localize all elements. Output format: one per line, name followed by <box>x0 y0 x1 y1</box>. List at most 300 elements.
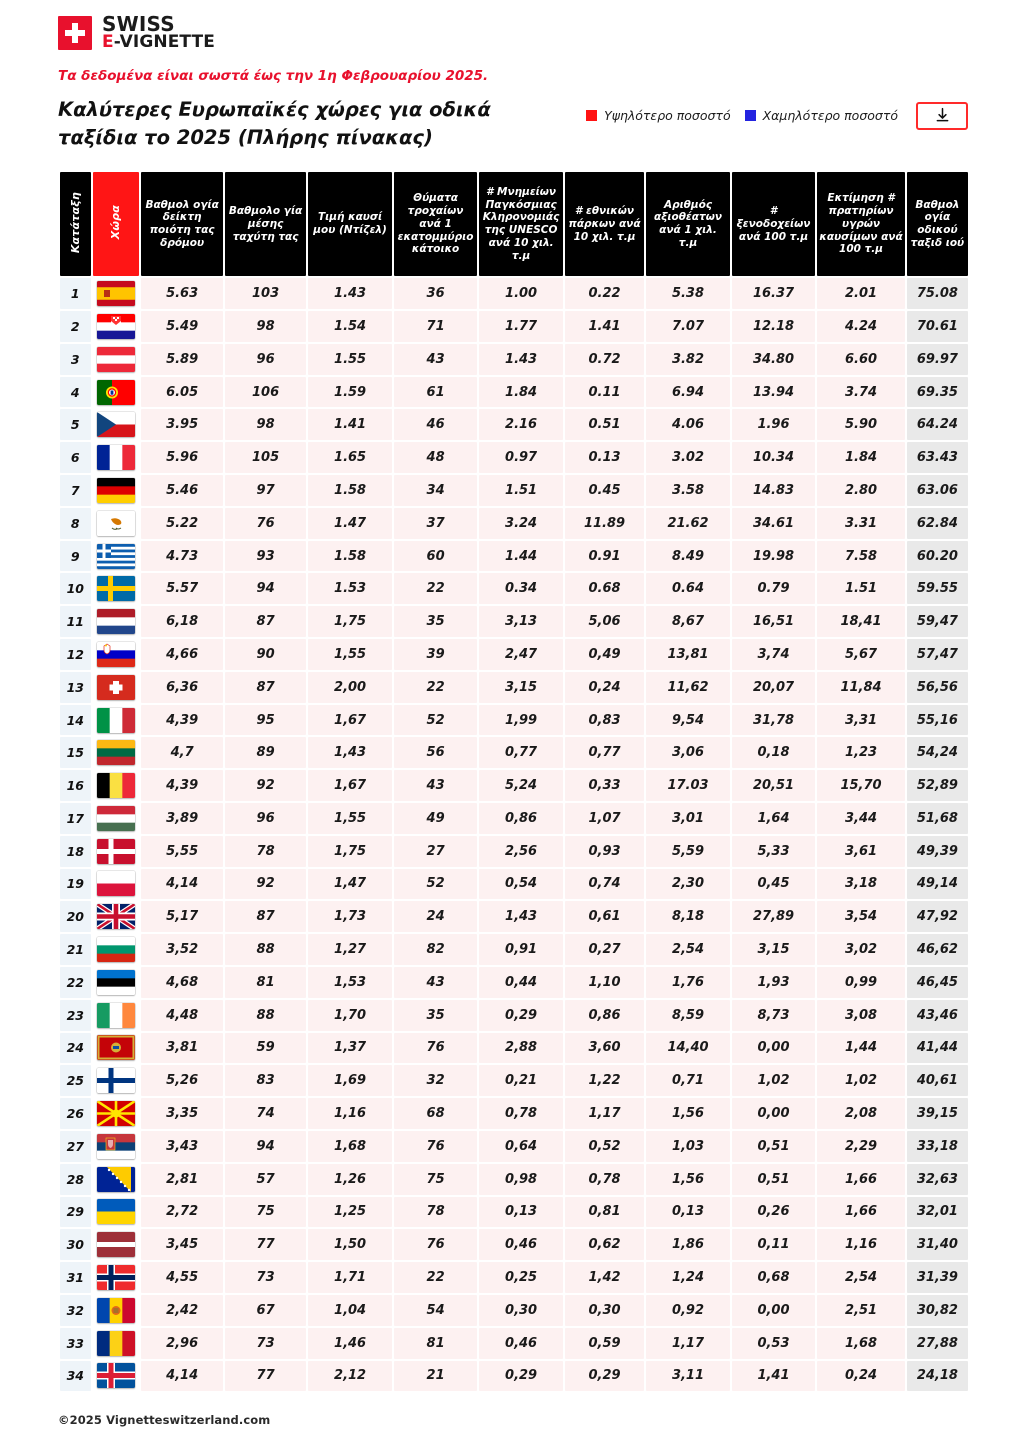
flag-icon-si <box>97 642 135 667</box>
flag-icon-mk <box>97 1101 135 1126</box>
cell-attractions: 21.62 <box>646 508 730 539</box>
cell-fuel-stations: 11,84 <box>817 672 905 703</box>
cell-road-quality: 3,45 <box>141 1229 222 1260</box>
cell-road-quality: 2,96 <box>141 1328 222 1359</box>
cell-avg-speed: 94 <box>225 1131 306 1162</box>
flag-icon-dk <box>97 839 135 864</box>
flag-icon-ua <box>97 1199 135 1224</box>
cell-avg-speed: 87 <box>225 672 306 703</box>
cell-road-deaths: 35 <box>394 1000 478 1031</box>
cell-unesco: 0,86 <box>479 803 563 834</box>
cell-fuel-stations: 7.58 <box>817 541 905 572</box>
cell-road-deaths: 22 <box>394 672 478 703</box>
table-row <box>60 803 968 834</box>
flag-icon-pt <box>97 380 135 405</box>
cell-hotels: 31,78 <box>732 705 816 736</box>
cell-diesel-price: 1,25 <box>308 1197 392 1228</box>
cell-rank: 23 <box>60 1000 91 1031</box>
cell-diesel-price: 1,55 <box>308 803 392 834</box>
cell-diesel-price: 1.58 <box>308 541 392 572</box>
cell-diesel-price: 1,75 <box>308 836 392 867</box>
table-row <box>60 573 968 604</box>
cell-country-flag <box>93 1262 140 1293</box>
table-row <box>60 377 968 408</box>
cell-attractions: 0.64 <box>646 573 730 604</box>
cell-attractions: 1,24 <box>646 1262 730 1293</box>
col-header-attractions: Αριθμός αξιοθέατων ανά 1 χιλ. τ.μ <box>646 172 730 276</box>
cell-diesel-price: 1,55 <box>308 639 392 670</box>
cell-hotels: 16,51 <box>732 606 816 637</box>
cell-diesel-price: 1.53 <box>308 573 392 604</box>
cell-hotels: 13.94 <box>732 377 816 408</box>
cell-country-flag <box>93 1361 140 1392</box>
cell-national-parks: 0.13 <box>565 442 644 473</box>
cell-fuel-stations: 1.51 <box>817 573 905 604</box>
flag-icon-ch <box>97 675 135 700</box>
cell-attractions: 11,62 <box>646 672 730 703</box>
cell-total-score: 41,44 <box>907 1033 968 1064</box>
cell-rank: 26 <box>60 1098 91 1129</box>
table-row <box>60 1197 968 1228</box>
cell-diesel-price: 1,69 <box>308 1065 392 1096</box>
title-row <box>58 96 968 153</box>
cell-road-quality: 4,39 <box>141 770 222 801</box>
cell-country-flag <box>93 1328 140 1359</box>
cell-national-parks: 0,24 <box>565 672 644 703</box>
col-header-road-quality: Βαθμολ ογία δείκτη ποιότη τας δρόμου <box>141 172 222 276</box>
col-header-road-deaths: Θύματα τροχαίων ανά 1 εκατομμύριο κάτοικο <box>394 172 478 276</box>
cell-country-flag <box>93 869 140 900</box>
cell-unesco: 1,99 <box>479 705 563 736</box>
cell-road-deaths: 56 <box>394 737 478 768</box>
table-row <box>60 1098 968 1129</box>
cell-avg-speed: 96 <box>225 803 306 834</box>
cell-rank: 15 <box>60 737 91 768</box>
flag-icon-me <box>97 1035 135 1060</box>
cell-road-deaths: 46 <box>394 409 478 440</box>
cell-rank: 4 <box>60 377 91 408</box>
cell-hotels: 10.34 <box>732 442 816 473</box>
cell-avg-speed: 105 <box>225 442 306 473</box>
cell-rank: 1 <box>60 278 91 309</box>
table-row <box>60 1065 968 1096</box>
cell-attractions: 1,76 <box>646 967 730 998</box>
cell-total-score: 60.20 <box>907 541 968 572</box>
cell-fuel-stations: 0,24 <box>817 1361 905 1392</box>
cell-national-parks: 0,77 <box>565 737 644 768</box>
cell-road-quality: 3,81 <box>141 1033 222 1064</box>
cell-avg-speed: 73 <box>225 1262 306 1293</box>
cell-fuel-stations: 1,02 <box>817 1065 905 1096</box>
cell-rank: 10 <box>60 573 91 604</box>
cell-avg-speed: 88 <box>225 1000 306 1031</box>
cell-country-flag <box>93 1033 140 1064</box>
cell-road-deaths: 78 <box>394 1197 478 1228</box>
cell-attractions: 1,56 <box>646 1164 730 1195</box>
cell-country-flag <box>93 672 140 703</box>
cell-total-score: 32,63 <box>907 1164 968 1195</box>
cell-unesco: 0,91 <box>479 934 563 965</box>
cell-unesco: 2,88 <box>479 1033 563 1064</box>
cell-road-deaths: 43 <box>394 967 478 998</box>
flag-icon-fi <box>97 1068 135 1093</box>
cell-fuel-stations: 15,70 <box>817 770 905 801</box>
cell-total-score: 75.08 <box>907 278 968 309</box>
cell-diesel-price: 1,68 <box>308 1131 392 1162</box>
cell-diesel-price: 1.65 <box>308 442 392 473</box>
cell-attractions: 8,67 <box>646 606 730 637</box>
cell-national-parks: 0,27 <box>565 934 644 965</box>
cell-country-flag <box>93 1131 140 1162</box>
cell-total-score: 49,14 <box>907 869 968 900</box>
cell-country-flag <box>93 541 140 572</box>
cell-national-parks: 11.89 <box>565 508 644 539</box>
cell-attractions: 0,92 <box>646 1295 730 1326</box>
cell-road-quality: 4.73 <box>141 541 222 572</box>
cell-diesel-price: 1.43 <box>308 278 392 309</box>
cell-rank: 21 <box>60 934 91 965</box>
cell-unesco: 2.16 <box>479 409 563 440</box>
cell-country-flag <box>93 1197 140 1228</box>
col-header-total-score: Βαθμολ ογία οδικού ταξιδ ιού <box>907 172 968 276</box>
flag-icon-hu <box>97 806 135 831</box>
cell-avg-speed: 67 <box>225 1295 306 1326</box>
cell-road-quality: 5.22 <box>141 508 222 539</box>
cell-hotels: 3,15 <box>732 934 816 965</box>
cell-country-flag <box>93 901 140 932</box>
cell-diesel-price: 1,75 <box>308 606 392 637</box>
flag-icon-pl <box>97 871 135 896</box>
cell-road-quality: 2,72 <box>141 1197 222 1228</box>
cell-fuel-stations: 3,18 <box>817 869 905 900</box>
cell-fuel-stations: 3.74 <box>817 377 905 408</box>
cell-fuel-stations: 3,02 <box>817 934 905 965</box>
cell-diesel-price: 1,16 <box>308 1098 392 1129</box>
cell-diesel-price: 1.54 <box>308 311 392 342</box>
cell-country-flag <box>93 1164 140 1195</box>
cell-rank: 22 <box>60 967 91 998</box>
cell-unesco: 2,56 <box>479 836 563 867</box>
cell-avg-speed: 98 <box>225 311 306 342</box>
cell-diesel-price: 1.59 <box>308 377 392 408</box>
flag-icon-se <box>97 576 135 601</box>
cell-total-score: 30,82 <box>907 1295 968 1326</box>
cell-avg-speed: 77 <box>225 1361 306 1392</box>
cell-country-flag <box>93 1229 140 1260</box>
cell-diesel-price: 1,71 <box>308 1262 392 1293</box>
cell-unesco: 0,25 <box>479 1262 563 1293</box>
cell-fuel-stations: 3,54 <box>817 901 905 932</box>
cell-diesel-price: 1,53 <box>308 967 392 998</box>
cell-road-quality: 5.96 <box>141 442 222 473</box>
cell-avg-speed: 90 <box>225 639 306 670</box>
table-row <box>60 1229 968 1260</box>
col-header-rank-label: Κατάταξη <box>68 191 82 253</box>
flag-icon-es <box>97 281 135 306</box>
cell-diesel-price: 1.41 <box>308 409 392 440</box>
cell-hotels: 0,00 <box>732 1295 816 1326</box>
brand-e-letter: E <box>102 32 114 53</box>
table-row <box>60 1361 968 1392</box>
cell-attractions: 3,11 <box>646 1361 730 1392</box>
cell-diesel-price: 1,67 <box>308 705 392 736</box>
table-row <box>60 606 968 637</box>
cell-avg-speed: 92 <box>225 869 306 900</box>
table-row <box>60 278 968 309</box>
table-container <box>0 152 1026 1393</box>
header-row <box>60 172 968 276</box>
cell-road-deaths: 22 <box>394 1262 478 1293</box>
cell-total-score: 43,46 <box>907 1000 968 1031</box>
cell-unesco: 0,13 <box>479 1197 563 1228</box>
cell-road-deaths: 49 <box>394 803 478 834</box>
flag-icon-is <box>97 1363 135 1388</box>
col-header-diesel-price: Τιμή καυσί μου (Ντίζελ) <box>308 172 392 276</box>
cell-unesco: 0,29 <box>479 1000 563 1031</box>
legend-item-lowest <box>745 108 898 123</box>
cell-national-parks: 0,61 <box>565 901 644 932</box>
cell-attractions: 0,13 <box>646 1197 730 1228</box>
flag-icon-gr <box>97 544 135 569</box>
brand-line-2 <box>102 34 215 51</box>
cell-total-score: 46,45 <box>907 967 968 998</box>
cell-unesco: 1.44 <box>479 541 563 572</box>
cell-country-flag <box>93 278 140 309</box>
cell-road-deaths: 37 <box>394 508 478 539</box>
cell-national-parks: 1.41 <box>565 311 644 342</box>
flag-icon-lt <box>97 740 135 765</box>
legend-swatch-blue <box>745 110 756 121</box>
cell-country-flag <box>93 606 140 637</box>
cell-total-score: 49,39 <box>907 836 968 867</box>
cell-national-parks: 0,83 <box>565 705 644 736</box>
cell-attractions: 3,01 <box>646 803 730 834</box>
cell-fuel-stations: 3,61 <box>817 836 905 867</box>
cell-hotels: 0,11 <box>732 1229 816 1260</box>
cell-total-score: 32,01 <box>907 1197 968 1228</box>
cell-avg-speed: 95 <box>225 705 306 736</box>
cell-national-parks: 0.11 <box>565 377 644 408</box>
table-row <box>60 311 968 342</box>
cell-road-deaths: 27 <box>394 836 478 867</box>
col-header-country-label: Χώρα <box>109 205 123 240</box>
cell-total-score: 27,88 <box>907 1328 968 1359</box>
table-row <box>60 869 968 900</box>
col-header-avg-speed: Βαθμολο γία μέσης ταχύτη τας <box>225 172 306 276</box>
cell-avg-speed: 103 <box>225 278 306 309</box>
flag-icon-bg <box>97 937 135 962</box>
cell-total-score: 59,47 <box>907 606 968 637</box>
cell-national-parks: 0.22 <box>565 278 644 309</box>
cell-hotels: 20,51 <box>732 770 816 801</box>
cell-attractions: 13,81 <box>646 639 730 670</box>
cell-avg-speed: 87 <box>225 901 306 932</box>
table-row <box>60 639 968 670</box>
cell-fuel-stations: 2.01 <box>817 278 905 309</box>
table-row <box>60 901 968 932</box>
cell-country-flag <box>93 311 140 342</box>
table-row <box>60 1328 968 1359</box>
flag-icon-gb <box>97 904 135 929</box>
cell-total-score: 63.06 <box>907 475 968 506</box>
flag-icon-fr <box>97 445 135 470</box>
cell-rank: 34 <box>60 1361 91 1392</box>
cell-hotels: 0,00 <box>732 1033 816 1064</box>
cell-avg-speed: 75 <box>225 1197 306 1228</box>
cell-country-flag <box>93 508 140 539</box>
cell-national-parks: 0,78 <box>565 1164 644 1195</box>
cell-rank: 32 <box>60 1295 91 1326</box>
cell-total-score: 57,47 <box>907 639 968 670</box>
cell-total-score: 62.84 <box>907 508 968 539</box>
cell-unesco: 0,64 <box>479 1131 563 1162</box>
cell-country-flag <box>93 377 140 408</box>
table-row <box>60 508 968 539</box>
cell-total-score: 70.61 <box>907 311 968 342</box>
cell-unesco: 5,24 <box>479 770 563 801</box>
table-row <box>60 541 968 572</box>
cell-attractions: 3.58 <box>646 475 730 506</box>
flag-icon-cy <box>97 511 135 536</box>
flag-icon-at <box>97 347 135 372</box>
cell-country-flag <box>93 639 140 670</box>
cell-attractions: 1,17 <box>646 1328 730 1359</box>
cell-hotels: 34.61 <box>732 508 816 539</box>
cell-diesel-price: 1,47 <box>308 869 392 900</box>
cell-road-quality: 2,42 <box>141 1295 222 1326</box>
cell-country-flag <box>93 442 140 473</box>
cell-country-flag <box>93 967 140 998</box>
cell-total-score: 51,68 <box>907 803 968 834</box>
cell-rank: 30 <box>60 1229 91 1260</box>
cell-unesco: 0,30 <box>479 1295 563 1326</box>
table-row <box>60 442 968 473</box>
cell-hotels: 3,74 <box>732 639 816 670</box>
cell-hotels: 34.80 <box>732 344 816 375</box>
cell-attractions: 9,54 <box>646 705 730 736</box>
cell-rank: 9 <box>60 541 91 572</box>
cell-national-parks: 0,59 <box>565 1328 644 1359</box>
cell-unesco: 3,15 <box>479 672 563 703</box>
cell-road-quality: 5.89 <box>141 344 222 375</box>
cell-hotels: 20,07 <box>732 672 816 703</box>
cell-diesel-price: 1,26 <box>308 1164 392 1195</box>
cell-attractions: 0,71 <box>646 1065 730 1096</box>
cell-road-deaths: 76 <box>394 1229 478 1260</box>
col-header-rank <box>60 172 91 276</box>
cell-fuel-stations: 1.84 <box>817 442 905 473</box>
cell-fuel-stations: 3,08 <box>817 1000 905 1031</box>
cell-attractions: 1,86 <box>646 1229 730 1260</box>
cell-fuel-stations: 2,29 <box>817 1131 905 1162</box>
cell-rank: 27 <box>60 1131 91 1162</box>
cell-rank: 31 <box>60 1262 91 1293</box>
cell-road-deaths: 21 <box>394 1361 478 1392</box>
cell-road-quality: 4,14 <box>141 869 222 900</box>
cell-hotels: 0,51 <box>732 1131 816 1162</box>
cell-rank: 33 <box>60 1328 91 1359</box>
cell-rank: 7 <box>60 475 91 506</box>
cell-road-quality: 5.57 <box>141 573 222 604</box>
cell-national-parks: 0,86 <box>565 1000 644 1031</box>
cell-national-parks: 0,93 <box>565 836 644 867</box>
table-row <box>60 409 968 440</box>
cell-avg-speed: 73 <box>225 1328 306 1359</box>
cell-country-flag <box>93 705 140 736</box>
table-row <box>60 1131 968 1162</box>
cell-road-quality: 4,55 <box>141 1262 222 1293</box>
table-row <box>60 1164 968 1195</box>
table-row <box>60 1262 968 1293</box>
cell-rank: 14 <box>60 705 91 736</box>
cell-road-deaths: 82 <box>394 934 478 965</box>
cell-road-deaths: 76 <box>394 1033 478 1064</box>
cell-unesco: 1.51 <box>479 475 563 506</box>
cell-diesel-price: 1,27 <box>308 934 392 965</box>
table-row <box>60 344 968 375</box>
cell-rank: 5 <box>60 409 91 440</box>
cell-road-quality: 6,36 <box>141 672 222 703</box>
cell-total-score: 56,56 <box>907 672 968 703</box>
cell-road-quality: 3,52 <box>141 934 222 965</box>
cell-unesco: 3.24 <box>479 508 563 539</box>
flag-icon-rs <box>97 1134 135 1159</box>
cell-unesco: 0,78 <box>479 1098 563 1129</box>
cell-diesel-price: 1,73 <box>308 901 392 932</box>
cell-road-deaths: 34 <box>394 475 478 506</box>
cell-country-flag <box>93 1098 140 1129</box>
cell-avg-speed: 98 <box>225 409 306 440</box>
cell-road-quality: 5,26 <box>141 1065 222 1096</box>
cell-road-quality: 3,35 <box>141 1098 222 1129</box>
cell-national-parks: 0.68 <box>565 573 644 604</box>
cell-unesco: 0,54 <box>479 869 563 900</box>
cell-diesel-price: 1.58 <box>308 475 392 506</box>
cell-avg-speed: 97 <box>225 475 306 506</box>
cell-national-parks: 0,52 <box>565 1131 644 1162</box>
swiss-flag-icon <box>58 16 92 50</box>
cell-road-deaths: 75 <box>394 1164 478 1195</box>
cell-hotels: 0,00 <box>732 1098 816 1129</box>
flag-icon-it <box>97 708 135 733</box>
cell-attractions: 8,59 <box>646 1000 730 1031</box>
cell-fuel-stations: 2,51 <box>817 1295 905 1326</box>
cell-hotels: 1,02 <box>732 1065 816 1096</box>
cell-road-deaths: 24 <box>394 901 478 932</box>
cell-fuel-stations: 1,66 <box>817 1197 905 1228</box>
cell-unesco: 0.34 <box>479 573 563 604</box>
cell-attractions: 8.49 <box>646 541 730 572</box>
flag-icon-cz <box>97 412 135 437</box>
cell-road-deaths: 22 <box>394 573 478 604</box>
cell-road-quality: 5.46 <box>141 475 222 506</box>
cell-rank: 19 <box>60 869 91 900</box>
cell-road-deaths: 43 <box>394 770 478 801</box>
cell-road-quality: 5.49 <box>141 311 222 342</box>
cell-unesco: 0,98 <box>479 1164 563 1195</box>
table-row <box>60 737 968 768</box>
cell-avg-speed: 92 <box>225 770 306 801</box>
cell-rank: 6 <box>60 442 91 473</box>
cell-road-quality: 6,18 <box>141 606 222 637</box>
download-button[interactable] <box>916 102 968 130</box>
cell-rank: 29 <box>60 1197 91 1228</box>
cell-total-score: 40,61 <box>907 1065 968 1096</box>
cell-national-parks: 0.51 <box>565 409 644 440</box>
cell-hotels: 0.79 <box>732 573 816 604</box>
table-body <box>60 278 968 1391</box>
cell-rank: 18 <box>60 836 91 867</box>
